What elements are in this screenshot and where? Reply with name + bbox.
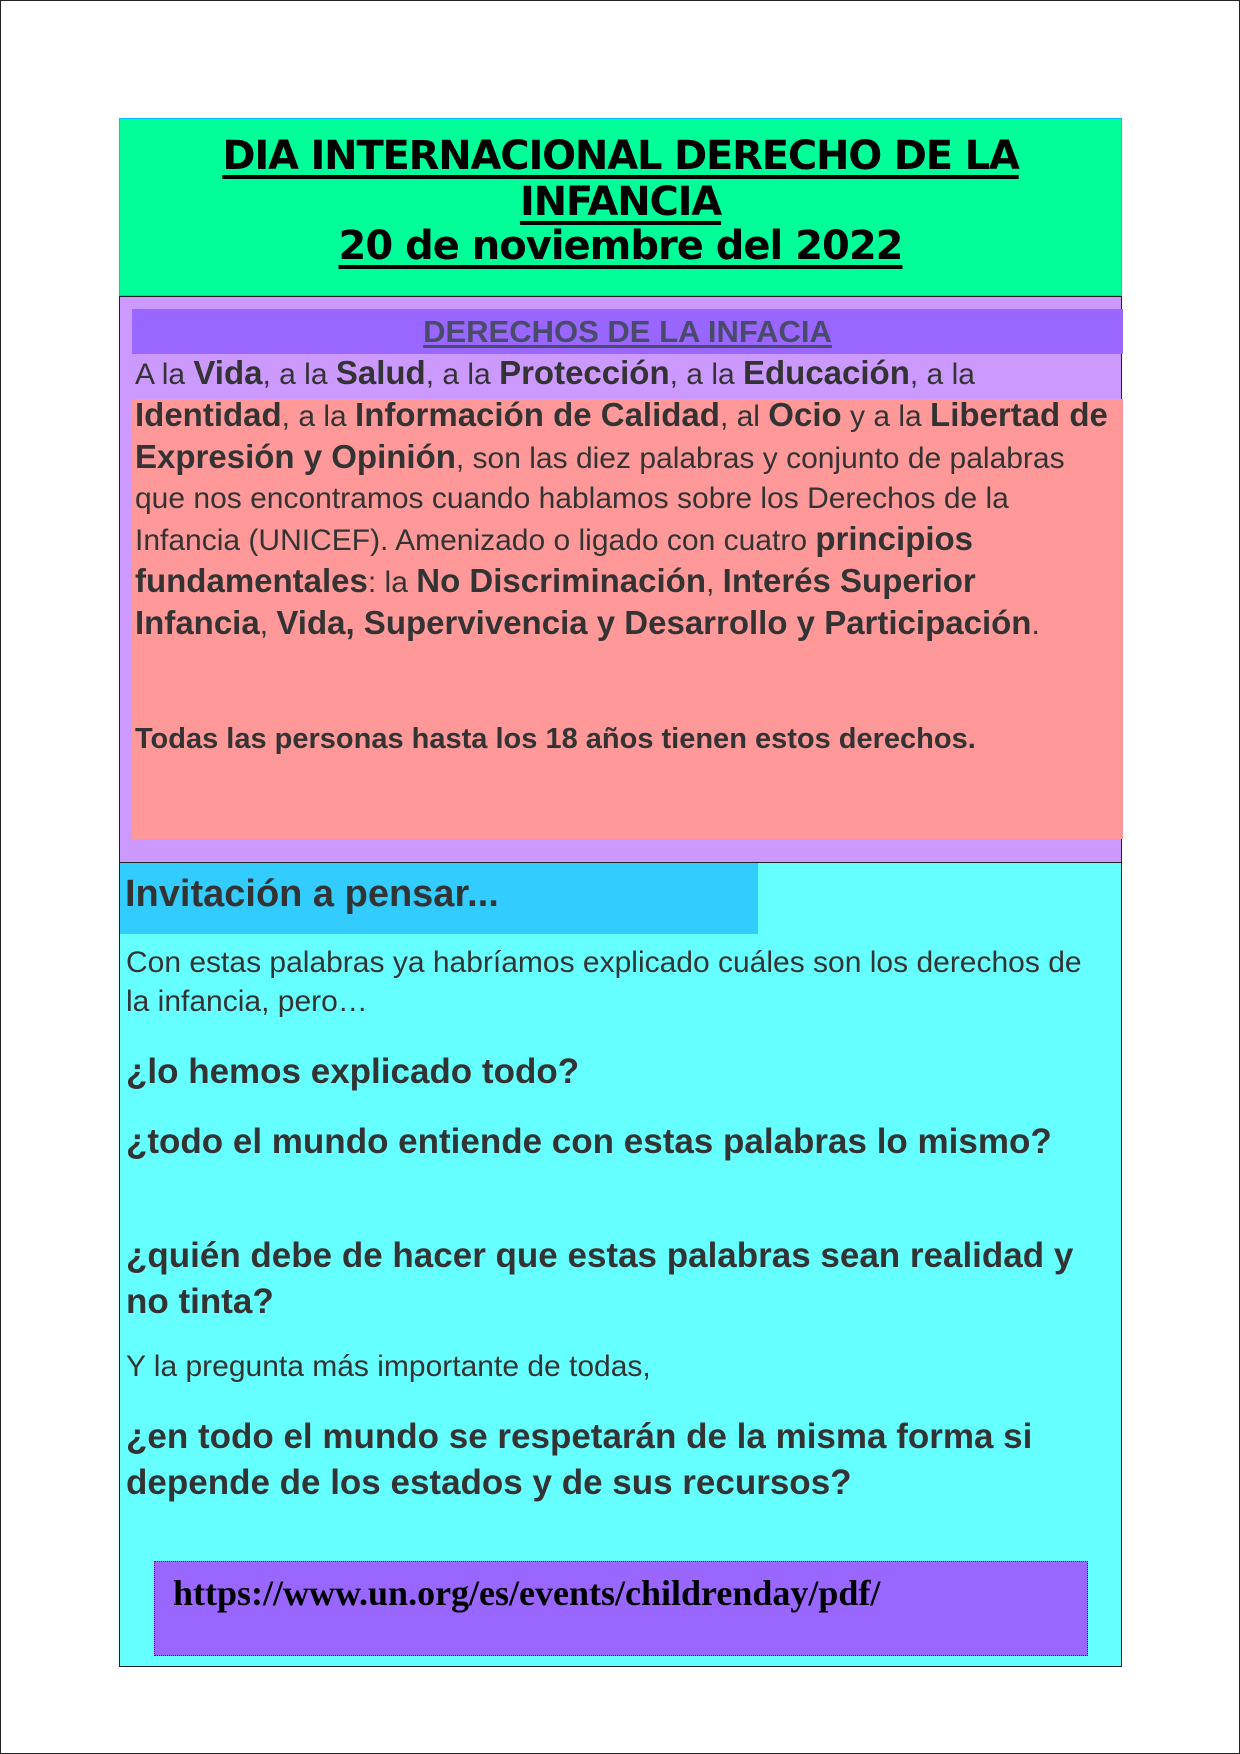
rights-heading: DERECHOS DE LA INFACIA <box>423 314 832 349</box>
page-title: DIA INTERNACIONAL DERECHO DE LA INFANCIA <box>222 133 1019 225</box>
rights-section <box>119 296 1122 863</box>
rights-text: , a la <box>262 358 336 391</box>
rights-text: A la <box>135 358 194 391</box>
rights-paragraph <box>135 353 1117 645</box>
rights-keyword: Vida <box>193 354 263 391</box>
rights-keyword: No Discriminación <box>416 562 706 599</box>
rights-text: , son las diez palabras y conjunto de palabras que nos encontramos cuando hablamos sobre los Derechos de la Infancia (UNICEF). Amenizado o ligado con cuatro <box>135 442 1065 557</box>
rights-text: , a la <box>669 358 743 391</box>
rights-keyword: Educación <box>743 354 910 391</box>
reflection-heading-tag <box>120 863 758 934</box>
rights-keyword: principios fundamentales <box>135 520 974 599</box>
question-3: ¿quién debe de hacer que estas palabras sean realidad y no tinta? <box>126 1236 1074 1321</box>
header-banner <box>119 118 1122 296</box>
rights-keyword: Información de Calidad <box>355 396 720 433</box>
rights-text: , <box>705 566 723 599</box>
final-question-lead: Y la pregunta más importante de todas, <box>126 1350 651 1383</box>
rights-text: : la <box>367 566 417 599</box>
link-box <box>154 1561 1088 1656</box>
rights-text: . <box>1031 608 1040 641</box>
final-question: ¿en todo el mundo se respetarán de la misma forma si depende de los estados y de sus recursos? <box>126 1417 1033 1502</box>
rights-keyword: Interés Superior Infancia <box>135 562 976 641</box>
question-2: ¿todo el mundo entiende con estas palabras lo mismo? <box>126 1122 1052 1161</box>
rights-keyword: Ocio <box>768 396 842 433</box>
rights-text: , <box>259 608 277 641</box>
rights-keyword: Vida, Supervivencia y Desarrollo y Participación <box>276 604 1032 641</box>
rights-heading-band <box>132 309 1123 354</box>
rights-keyword: Identidad <box>135 396 282 433</box>
rights-keyword: Libertad de Expresión y Opinión <box>135 396 1108 475</box>
rights-text: , a la <box>425 358 500 391</box>
reflection-intro: Con estas palabras ya habríamos explicado cuáles son los derechos de la infancia, pero… <box>126 946 1082 1018</box>
reflection-section <box>119 862 1122 1667</box>
rights-text: , al <box>719 400 769 433</box>
reflection-heading: Invitación a pensar... <box>125 873 499 915</box>
rights-text: , a la <box>909 358 975 391</box>
event-date: 20 de noviembre del 2022 <box>338 223 903 269</box>
un-link[interactable]: https://www.un.org/es/events/childrenday/pdf/ <box>173 1573 881 1613</box>
rights-keyword: Protección <box>499 354 670 391</box>
rights-keyword: Salud <box>335 354 426 391</box>
rights-text: y a la <box>841 400 931 433</box>
question-1: ¿lo hemos explicado todo? <box>126 1052 580 1091</box>
rights-text: , a la <box>281 400 356 433</box>
rights-summary: Todas las personas hasta los 18 años tienen estos derechos. <box>135 723 976 755</box>
